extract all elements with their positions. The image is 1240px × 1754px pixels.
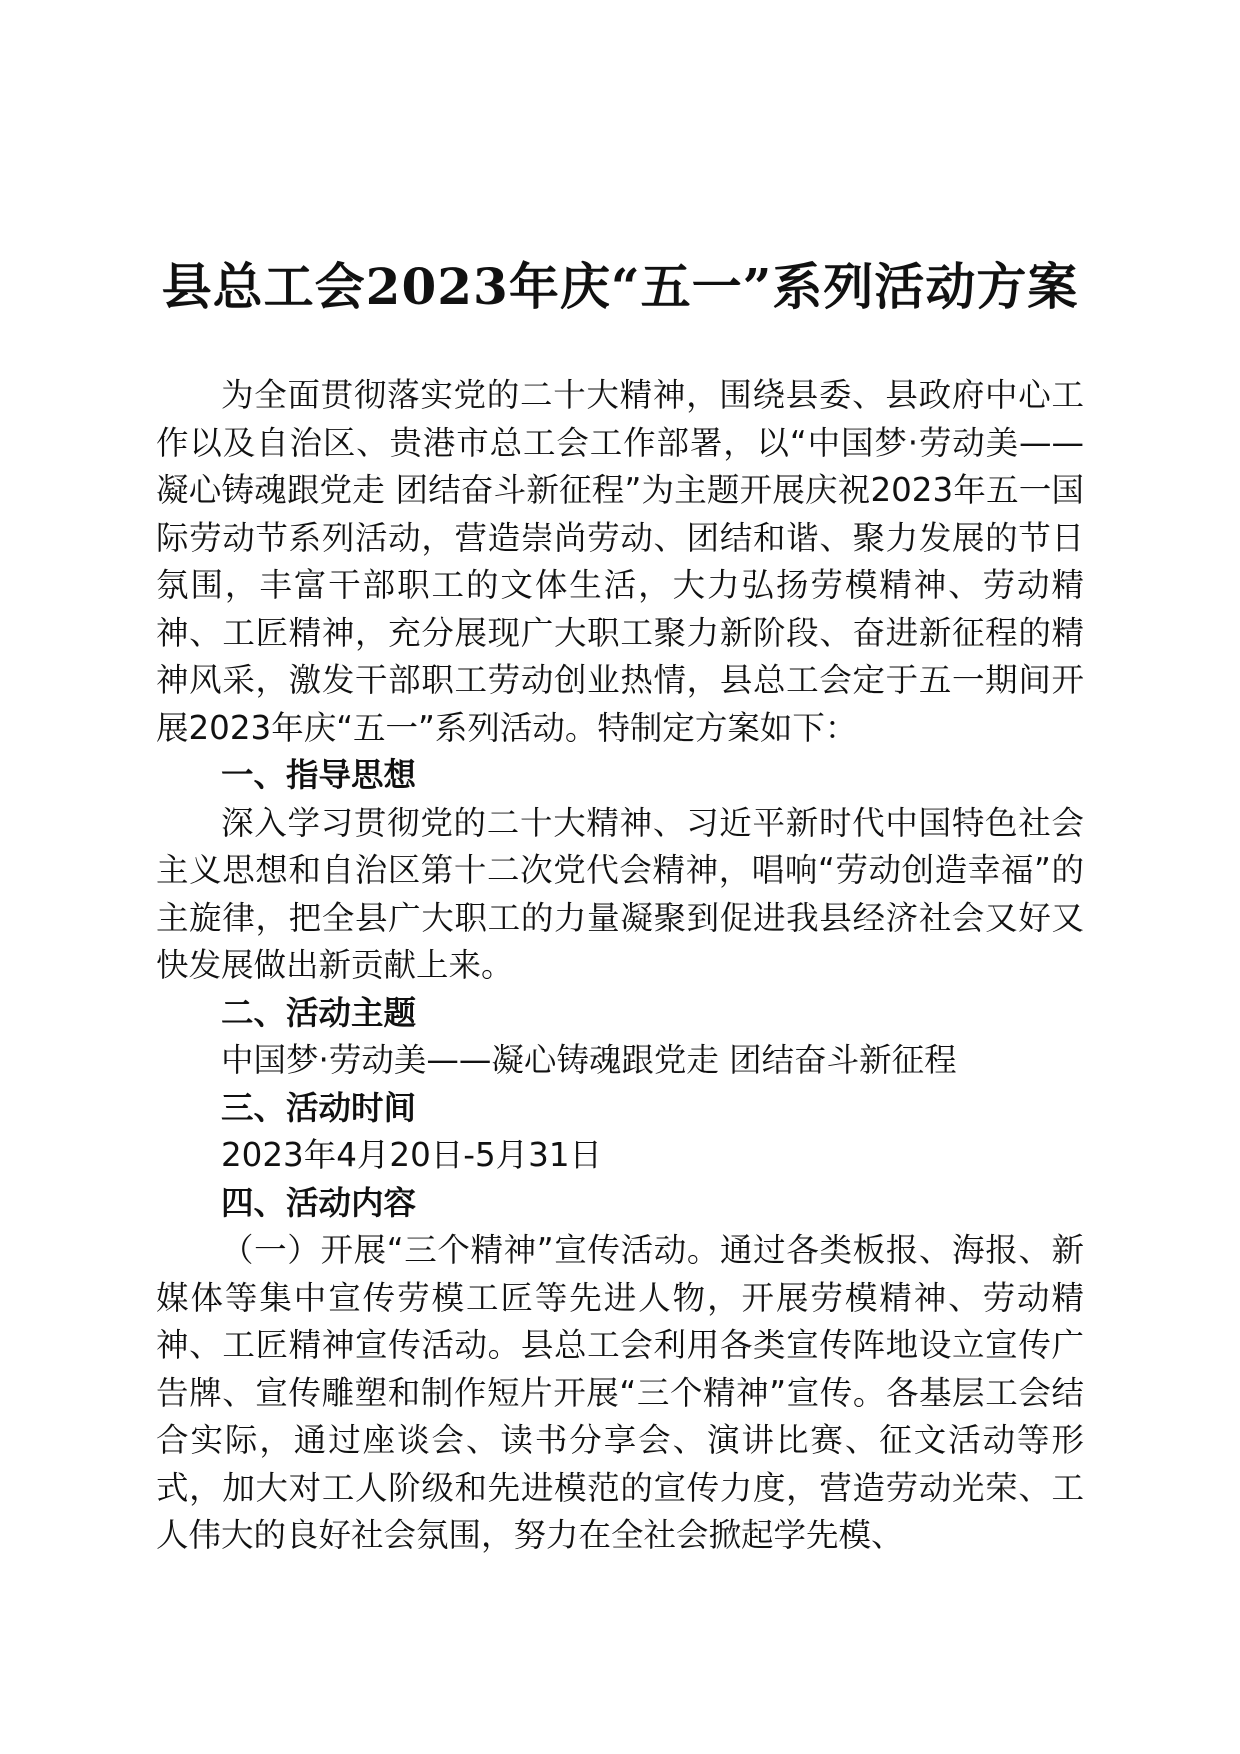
document-title: 县总工会2023年庆“五一”系列活动方案: [161, 257, 1079, 316]
intro-paragraph: 为全面贯彻落实党的二十大精神，围绕县委、县政府中心工作以及自治区、贵港市总工会工作部署，以“中国梦·劳动美——凝心铸魂跟党走 团结奋斗新征程”为主题开展庆祝2023年五一国际劳动节系列活动，营造崇尚劳动、团结和谐、聚力发展的节日氛围，丰富干部职工的文体生活，大力弘扬劳模精神、劳动精神、工匠精神，充分展现广大职工聚力新阶段、奋进新征程的精神风采，激发干部职工劳动创业热情，县总工会定于五一期间开展2023年庆“五一”系列活动。特制定方案如下：: [156, 376, 1084, 747]
section-heading-guiding-ideology: 一、指导思想: [221, 756, 417, 794]
section-heading-content: 四、活动内容: [221, 1183, 417, 1222]
section-heading-theme: 二、活动主题: [221, 993, 417, 1032]
section-heading-time: 三、活动时间: [221, 1088, 417, 1127]
section-body-theme: 中国梦·劳动美——凝心铸魂跟党走 团结奋斗新征程: [221, 1041, 957, 1079]
document-body: [156, 372, 1084, 1560]
section-body-content: （一）开展“三个精神”宣传活动。通过各类板报、海报、新媒体等集中宣传劳模工匠等先进人物，开展劳模精神、劳动精神、工匠精神宣传活动。县总工会利用各类宣传阵地设立宣传广告牌、宣传雕塑和制作短片开展“三个精神”宣传。各基层工会结合实际，通过座谈会、读书分享会、演讲比赛、征文活动等形式，加大对工人阶级和先进模范的宣传力度，营造劳动光荣、工人伟大的良好社会氛围，努力在全社会掀起学先模、: [156, 1231, 1084, 1554]
section-body-time: 2023年4月20日-5月31日: [221, 1136, 603, 1174]
section-body-guiding-ideology: 深入学习贯彻党的二十大精神、习近平新时代中国特色社会主义思想和自治区第十二次党代会精神，唱响“劳动创造幸福”的主旋律，把全县广大职工的力量凝聚到促进我县经济社会又好又快发展做出新贡献上来。: [156, 803, 1084, 984]
